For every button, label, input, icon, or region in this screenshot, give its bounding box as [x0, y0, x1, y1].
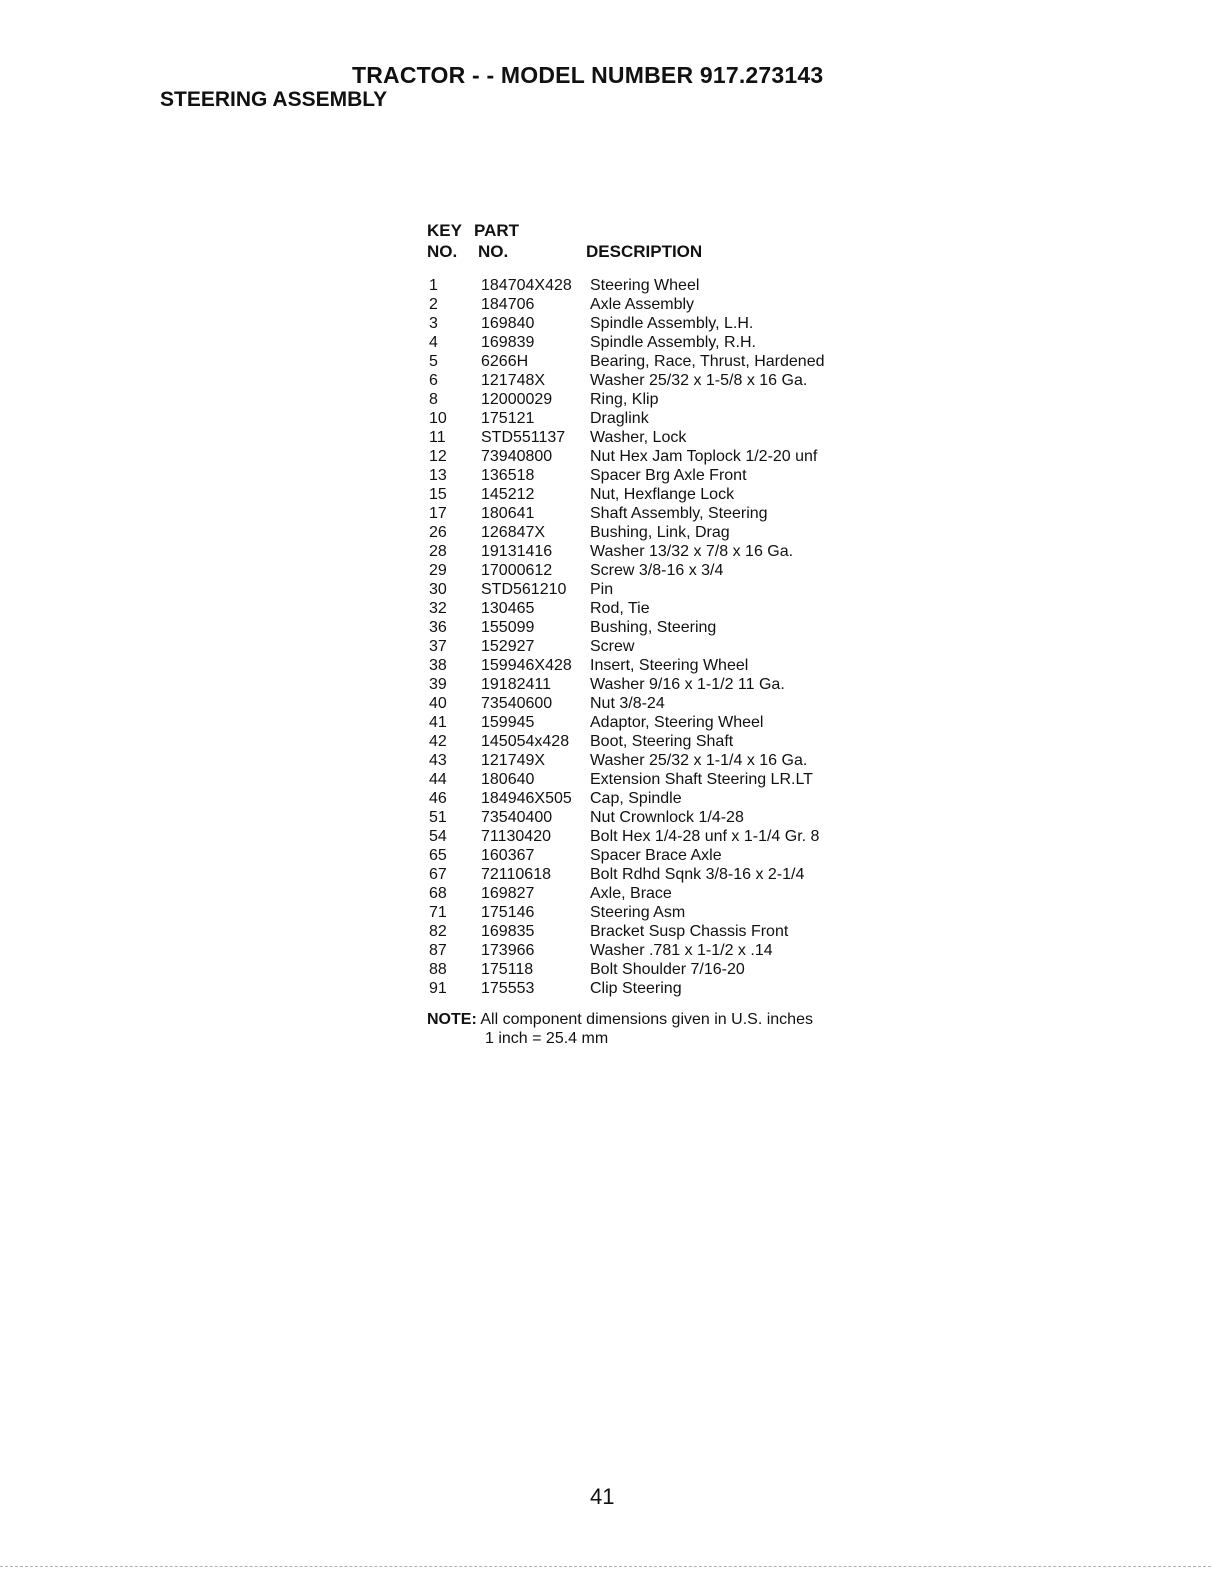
list-item [427, 789, 825, 808]
part-description: Bushing, Link, Drag [590, 524, 730, 541]
part-key-no: 5 [429, 353, 438, 370]
list-item [427, 675, 825, 694]
part-key-no: 44 [429, 771, 447, 788]
part-no: 169840 [481, 315, 535, 332]
part-no: 160367 [481, 847, 535, 864]
part-no: 169835 [481, 923, 535, 940]
bottom-divider [0, 1566, 1211, 1567]
part-no: 169827 [481, 885, 535, 902]
part-description: Insert, Steering Wheel [590, 657, 749, 674]
part-key-no: 17 [429, 505, 447, 522]
part-no: 73540600 [481, 695, 553, 712]
part-key-no: 8 [429, 391, 438, 408]
part-key-no: 11 [429, 429, 446, 446]
list-item [427, 428, 825, 447]
list-item [427, 580, 825, 599]
list-item [427, 504, 825, 523]
part-description: Extension Shaft Steering LR.LT [590, 771, 813, 788]
parts-list [427, 276, 825, 998]
part-description: Bracket Susp Chassis Front [590, 923, 789, 940]
part-key-no: 28 [429, 543, 447, 560]
part-description: Shaft Assembly, Steering [590, 505, 768, 522]
part-description: Bushing, Steering [590, 619, 717, 636]
list-item [427, 485, 825, 504]
part-no: 19131416 [481, 543, 553, 560]
list-item [427, 770, 825, 789]
part-description: Spacer Brace Axle [590, 847, 722, 864]
part-description: Bolt Shoulder 7/16-20 [590, 961, 745, 978]
header-description: DESCRIPTION [586, 242, 703, 261]
part-description: Pin [590, 581, 614, 598]
part-key-no: 71 [429, 904, 447, 921]
part-key-no: 12 [429, 448, 447, 465]
list-item [427, 884, 825, 903]
part-no: 173966 [481, 942, 535, 959]
list-item [427, 808, 825, 827]
part-key-no: 67 [429, 866, 447, 883]
part-description: Nut 3/8-24 [590, 695, 665, 712]
part-key-no: 65 [429, 847, 447, 864]
part-description: Axle, Brace [590, 885, 672, 902]
part-key-no: 51 [429, 809, 447, 826]
part-description: Spacer Brg Axle Front [590, 467, 747, 484]
page-number: 41 [590, 1484, 615, 1509]
part-description: Bolt Hex 1/4-28 unf x 1-1/4 Gr. 8 [590, 828, 820, 845]
list-item [427, 637, 825, 656]
part-key-no: 40 [429, 695, 447, 712]
part-description: Clip Steering [590, 980, 682, 997]
part-description: Adaptor, Steering Wheel [590, 714, 764, 731]
part-key-no: 30 [429, 581, 447, 598]
list-item [427, 960, 825, 979]
part-description: Steering Wheel [590, 277, 700, 294]
list-item [427, 314, 825, 333]
part-description: Spindle Assembly, R.H. [590, 334, 756, 351]
part-no: 175553 [481, 980, 535, 997]
part-description: Bearing, Race, Thrust, Hardened [590, 353, 825, 370]
part-description: Washer 25/32 x 1-1/4 x 16 Ga. [590, 752, 808, 769]
list-item [427, 371, 825, 390]
list-item [427, 941, 825, 960]
part-key-no: 91 [429, 980, 447, 997]
part-no: 180641 [481, 505, 535, 522]
list-item [427, 903, 825, 922]
list-item [427, 827, 825, 846]
part-description: Steering Asm [590, 904, 686, 921]
part-key-no: 36 [429, 619, 447, 636]
part-key-no: 87 [429, 942, 447, 959]
list-item [427, 922, 825, 941]
section-title: STEERING ASSEMBLY [160, 88, 388, 111]
part-key-no: 29 [429, 562, 447, 579]
part-description: Screw [590, 638, 635, 655]
part-no: 145212 [481, 486, 535, 503]
list-item [427, 694, 825, 713]
part-description: Axle Assembly [590, 296, 695, 313]
part-description: Screw 3/8-16 x 3/4 [590, 562, 724, 579]
list-item [427, 979, 825, 998]
part-description: Nut Hex Jam Toplock 1/2-20 unf [590, 448, 818, 465]
part-key-no: 37 [429, 638, 447, 655]
part-description: Washer, Lock [590, 429, 687, 446]
part-description: Nut, Hexflange Lock [590, 486, 735, 503]
part-description: Cap, Spindle [590, 790, 682, 807]
list-item [427, 542, 825, 561]
part-key-no: 6 [429, 372, 438, 389]
part-no: 152927 [481, 638, 535, 655]
part-key-no: 68 [429, 885, 447, 902]
part-description: Washer 13/32 x 7/8 x 16 Ga. [590, 543, 794, 560]
part-key-no: 88 [429, 961, 447, 978]
note-line2: 1 inch = 25.4 mm [485, 1030, 609, 1047]
part-no: 145054x428 [481, 733, 570, 750]
part-description: Nut Crownlock 1/4-28 [590, 809, 744, 826]
part-key-no: 42 [429, 733, 447, 750]
part-no: 130465 [481, 600, 535, 617]
list-item [427, 865, 825, 884]
part-no: 169839 [481, 334, 535, 351]
part-key-no: 2 [429, 296, 438, 313]
list-item [427, 276, 825, 295]
part-no: 159945 [481, 714, 535, 731]
part-no: 180640 [481, 771, 535, 788]
part-description: Draglink [590, 410, 649, 427]
part-key-no: 13 [429, 467, 447, 484]
note-label: NOTE: [427, 1011, 477, 1028]
part-description: Washer .781 x 1-1/2 x .14 [590, 942, 773, 959]
part-no: 159946X428 [481, 657, 572, 674]
part-key-no: 54 [429, 828, 447, 845]
list-item [427, 352, 825, 371]
part-description: Bolt Rdhd Sqnk 3/8-16 x 2-1/4 [590, 866, 805, 883]
part-key-no: 3 [429, 315, 438, 332]
part-key-no: 39 [429, 676, 447, 693]
list-item [427, 846, 825, 865]
part-key-no: 43 [429, 752, 447, 769]
page-title: TRACTOR - - MODEL NUMBER 917.273143 [352, 62, 824, 88]
part-key-no: 82 [429, 923, 447, 940]
part-key-no: 1 [429, 277, 438, 294]
part-key-no: 41 [429, 714, 447, 731]
list-item [427, 713, 825, 732]
part-description: Boot, Steering Shaft [590, 733, 734, 750]
part-no: STD561210 [481, 581, 567, 598]
part-key-no: 26 [429, 524, 447, 541]
part-no: 184706 [481, 296, 535, 313]
part-description: Rod, Tie [590, 600, 650, 617]
part-no: 184946X505 [481, 790, 572, 807]
list-item [427, 751, 825, 770]
list-item [427, 561, 825, 580]
part-key-no: 38 [429, 657, 447, 674]
part-no: 175121 [481, 410, 535, 427]
list-item [427, 295, 825, 314]
part-description: Ring, Klip [590, 391, 659, 408]
list-item [427, 409, 825, 428]
part-no: STD551137 [481, 429, 566, 446]
part-key-no: 46 [429, 790, 447, 807]
part-description: Washer 25/32 x 1-5/8 x 16 Ga. [590, 372, 808, 389]
list-item [427, 447, 825, 466]
part-no: 6266H [481, 353, 529, 370]
part-description: Washer 9/16 x 1-1/2 11 Ga. [590, 676, 785, 693]
part-no: 73540400 [481, 809, 553, 826]
list-item [427, 523, 825, 542]
note [427, 1010, 813, 1029]
list-item [427, 333, 825, 352]
header-key-line1: KEY [427, 221, 462, 240]
part-no: 184704X428 [481, 277, 572, 294]
list-item [427, 599, 825, 618]
part-no: 121749X [481, 752, 546, 769]
part-description: Spindle Assembly, L.H. [590, 315, 754, 332]
part-key-no: 32 [429, 600, 447, 617]
part-no: 175118 [481, 961, 534, 978]
header-part-line2: NO. [478, 242, 509, 261]
part-no: 175146 [481, 904, 535, 921]
part-no: 12000029 [481, 391, 553, 408]
list-item [427, 618, 825, 637]
part-no: 71130420 [481, 828, 551, 845]
part-no: 19182411 [481, 676, 551, 693]
note-line1: All component dimensions given in U.S. inches [480, 1011, 813, 1028]
part-no: 17000612 [481, 562, 553, 579]
list-item [427, 732, 825, 751]
part-no: 155099 [481, 619, 535, 636]
part-key-no: 4 [429, 334, 438, 351]
part-key-no: 15 [429, 486, 447, 503]
part-no: 126847X [481, 524, 546, 541]
part-key-no: 10 [429, 410, 447, 427]
part-no: 136518 [481, 467, 535, 484]
header-part-line1: PART [474, 221, 520, 240]
list-item [427, 390, 825, 409]
part-no: 72110618 [481, 866, 551, 883]
list-item [427, 466, 825, 485]
header-key-line2: NO. [427, 242, 458, 261]
part-no: 73940800 [481, 448, 553, 465]
part-no: 121748X [481, 372, 546, 389]
list-item [427, 656, 825, 675]
